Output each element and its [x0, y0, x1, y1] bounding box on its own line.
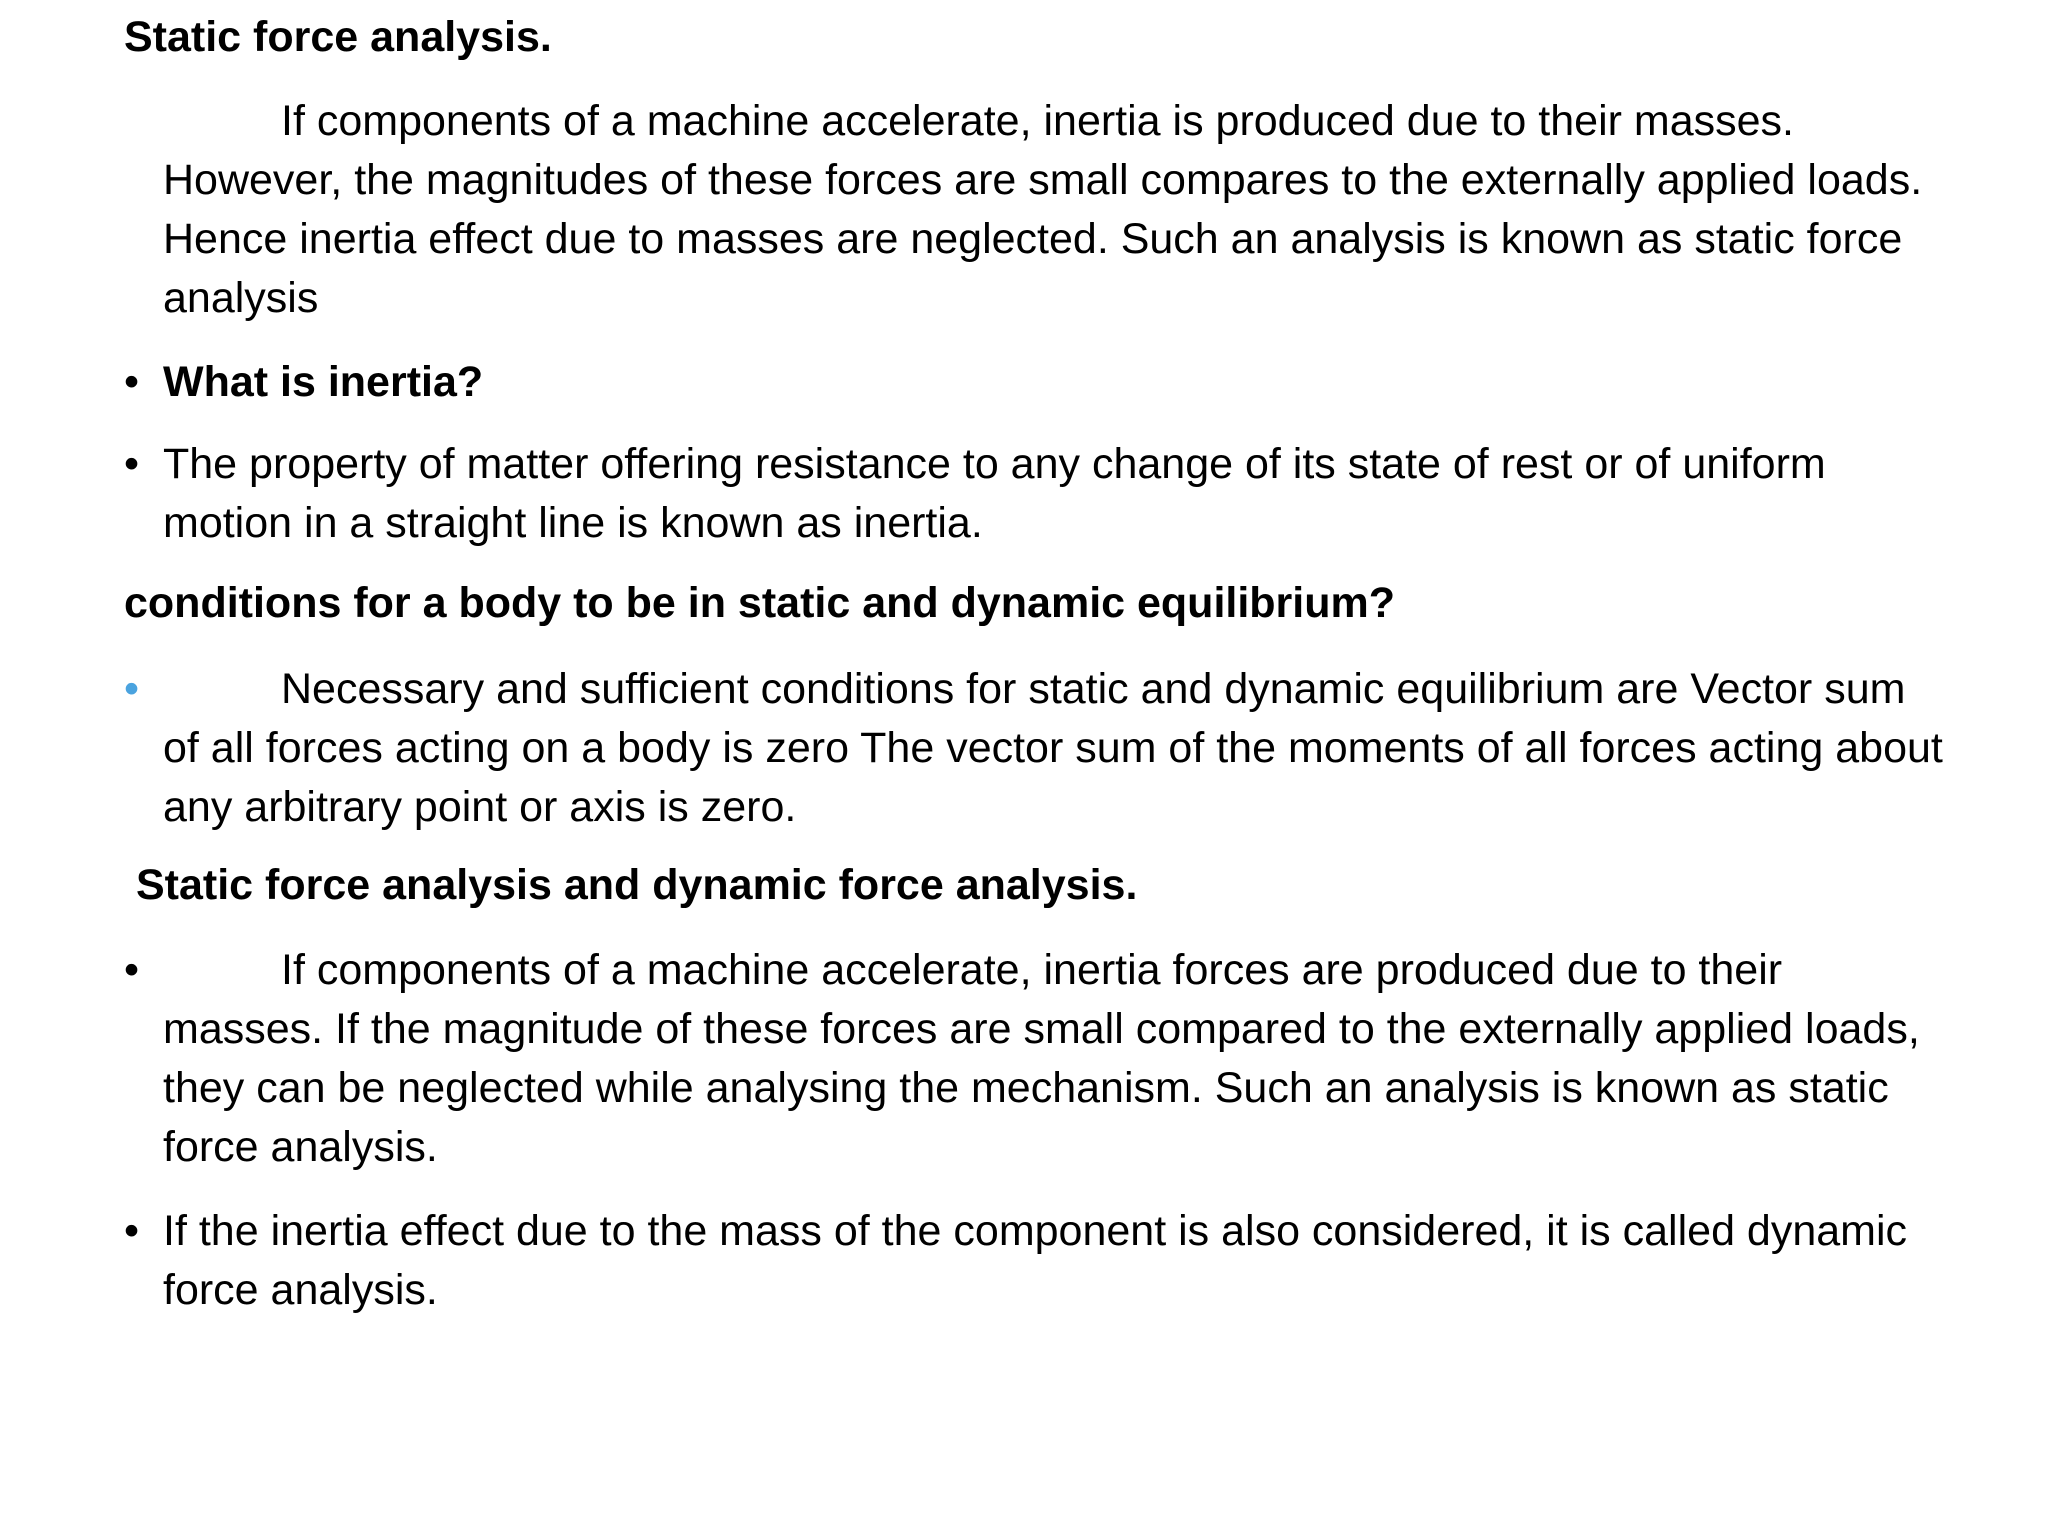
- bullet-equilibrium-conditions-text: Necessary and sufficient conditions for static and dynamic equilibrium are Vector sum of all forces acting on a body is zero The vector sum of the moments of all forces acting about any arbitrary point or axis is zero.: [163, 665, 1943, 831]
- bullet-inertia-definition: The property of matter offering resistance to any change of its state of rest or of uniform motion in a straight line is known as inertia.: [163, 440, 1826, 547]
- bullet-static-force-analysis-text: If components of a machine accelerate, inertia forces are produced due to their masses. If the magnitude of these forces are small compared to the externally applied loads, they can be neglected while analysing the mechanism. Such an analysis is known as static force analysis.: [163, 946, 1920, 1171]
- bullet-marker: •: [124, 946, 140, 994]
- bullet-static-force-analysis: [163, 941, 1953, 1177]
- bullet-dynamic-force-analysis: If the inertia effect due to the mass of the component is also considered, it is called dynamic force analysis.: [163, 1207, 1908, 1314]
- bullet-what-is-inertia: What is inertia?: [163, 358, 484, 406]
- intro-paragraph: [163, 92, 1953, 328]
- heading-static-vs-dynamic: Static force analysis and dynamic force analysis.: [136, 861, 1138, 909]
- heading-static-force-analysis: Static force analysis.: [124, 13, 552, 61]
- bullet-marker: •: [124, 358, 140, 406]
- bullet-equilibrium-conditions: [163, 660, 1953, 837]
- bullet-marker: •: [124, 440, 140, 488]
- intro-paragraph-text: If components of a machine accelerate, inertia is produced due to their masses. However, the magnitudes of these forces are small compares to the externally applied loads. Hence inertia effect due to masses are neglected. Such an analysis is known as static force analysis: [163, 97, 1923, 322]
- heading-equilibrium-conditions: conditions for a body to be in static and dynamic equilibrium?: [124, 579, 1395, 627]
- bullet-marker-accent: •: [124, 665, 140, 713]
- bullet-marker: •: [124, 1207, 140, 1255]
